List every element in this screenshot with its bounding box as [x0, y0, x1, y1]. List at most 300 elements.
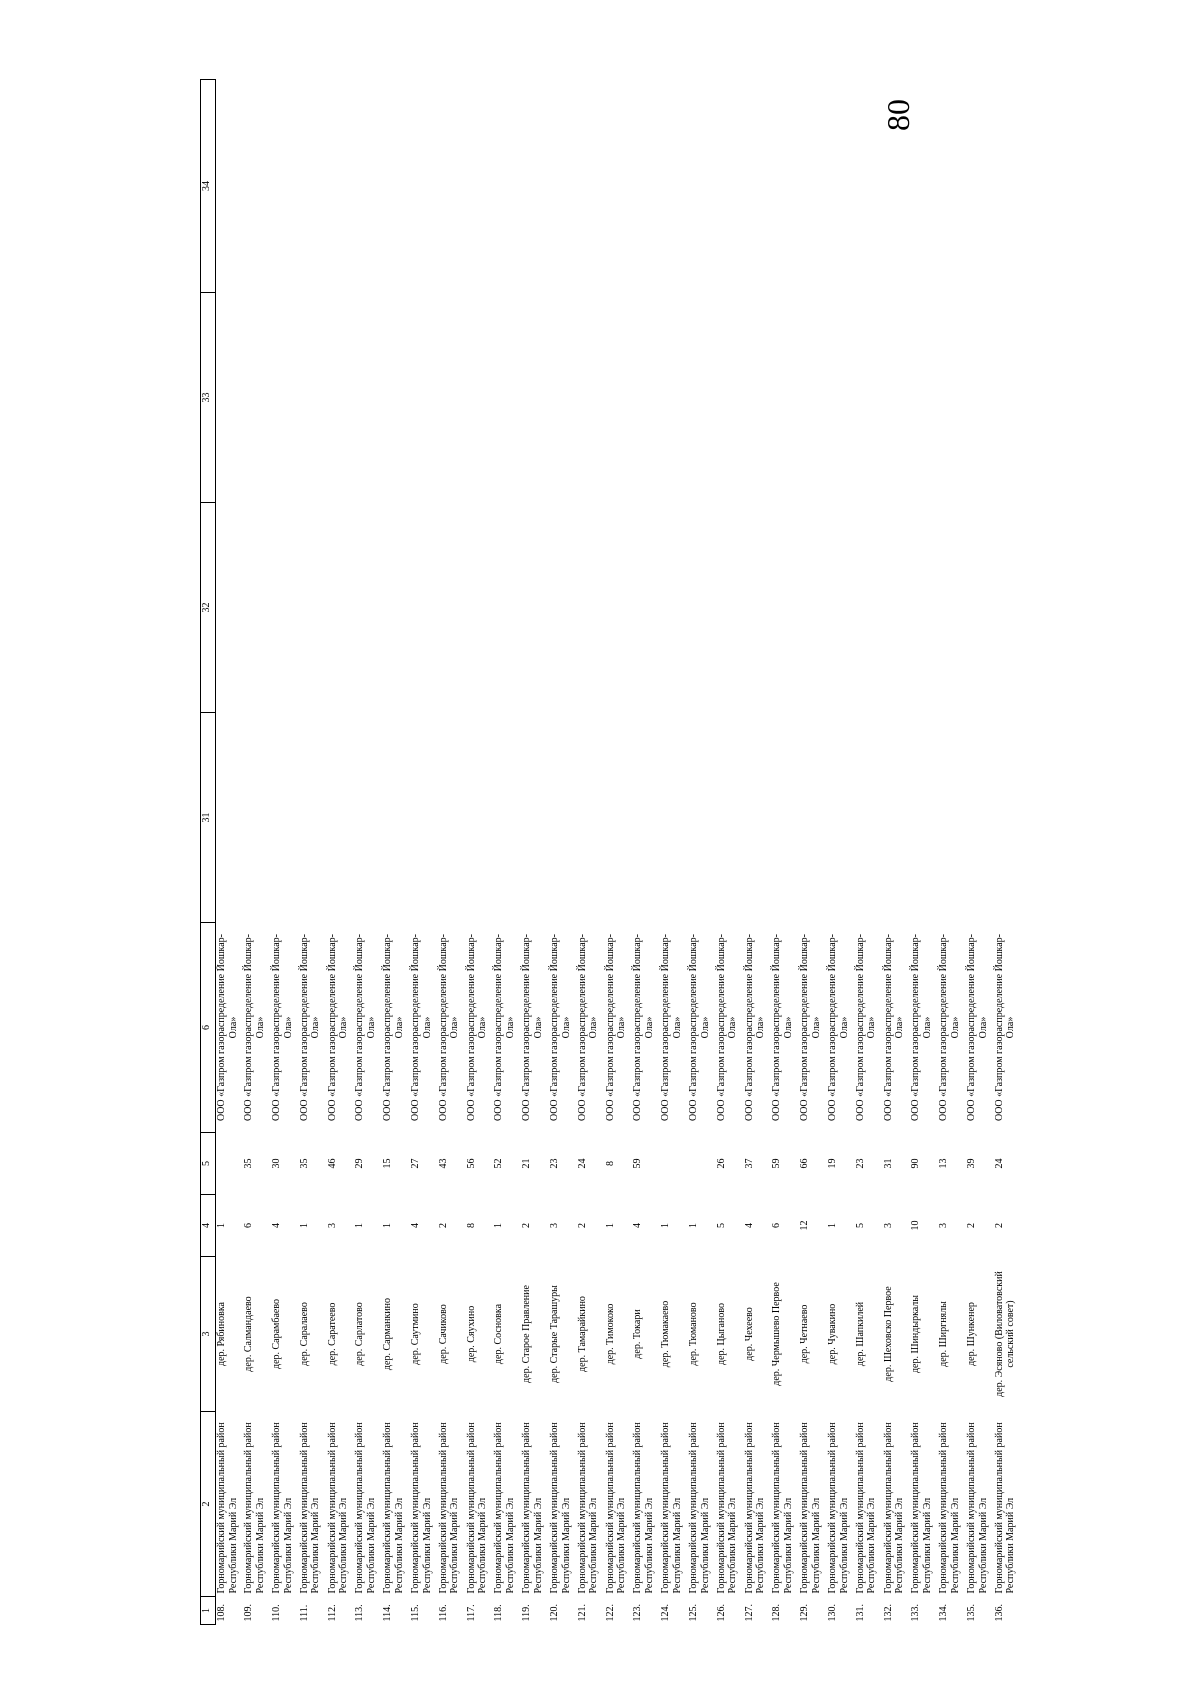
cell-empty	[994, 503, 1022, 713]
cell-empty	[827, 293, 855, 503]
cell-n: 136.	[993, 1604, 1005, 1622]
cell-c4: 3	[326, 1223, 338, 1228]
cell-empty	[938, 503, 966, 713]
cell-settlement: дер. Четнаево	[799, 1304, 811, 1364]
cell-c5: 23	[854, 1158, 866, 1169]
cell-settlement: дер. Сяухино	[465, 1305, 477, 1363]
cell-empty	[716, 80, 744, 293]
cell-settlement: дер. Шункенер	[966, 1302, 978, 1366]
cell-district: Горномарийский муниципальный район Республики Марий Эл	[882, 1422, 906, 1594]
cell-empty	[466, 80, 494, 293]
cell-empty	[688, 503, 716, 713]
table-row	[327, 80, 355, 1625]
col-header: 4	[201, 1195, 216, 1257]
cell-c4: 2	[437, 1223, 449, 1228]
cell-empty	[382, 503, 410, 713]
table-row	[938, 80, 966, 1625]
table-row	[466, 80, 494, 1625]
table-row	[271, 80, 299, 1625]
table-row	[716, 80, 744, 1625]
table-row	[688, 80, 716, 1625]
cell-district: Горномарийский муниципальный район Республики Марий Эл	[521, 1422, 544, 1594]
cell-district: Горномарийский муниципальный район Республики Марий Эл	[938, 1422, 961, 1594]
gasification-table	[200, 79, 1022, 1625]
cell-district: Горномарийский муниципальный район Республики Марий Эл	[410, 1422, 433, 1594]
cell-n: 126.	[715, 1604, 727, 1622]
cell-district: Горномарийский муниципальный район Республики Марий Эл	[437, 1422, 461, 1594]
cell-empty	[271, 80, 299, 293]
table-row	[549, 80, 577, 1625]
cell-operator: ООО «Газпром газораспределение Йошкар-Ола»	[854, 933, 878, 1122]
cell-district: Горномарийский муниципальный район Республики Марий Эл	[382, 1422, 405, 1594]
cell-operator: ООО «Газпром газораспределение Йошкар-Ола»	[354, 933, 377, 1122]
cell-empty	[382, 80, 410, 293]
cell-empty	[216, 293, 244, 503]
cell-operator: ООО «Газпром газораспределение Йошкар-Ола»	[521, 933, 544, 1122]
cell-district: Горномарийский муниципальный район Республики Марий Эл	[799, 1422, 822, 1594]
table-row	[855, 80, 883, 1625]
cell-c4: 3	[882, 1223, 894, 1228]
cell-empty	[632, 80, 660, 293]
cell-district: Горномарийский муниципальный район Республики Марий Эл	[493, 1422, 516, 1594]
cell-c5: 24	[993, 1158, 1005, 1169]
cell-empty	[410, 293, 438, 503]
cell-district: Горномарийский муниципальный район Республики Марий Эл	[354, 1422, 377, 1594]
cell-empty	[438, 503, 466, 713]
cell-operator: ООО «Газпром газораспределение Йошкар-Ола»	[632, 933, 655, 1122]
cell-operator: ООО «Газпром газораспределение Йошкар-Ола»	[410, 933, 433, 1122]
cell-empty	[216, 713, 244, 923]
cell-settlement: дер. Чермышево Первое	[771, 1282, 783, 1386]
table-row	[216, 80, 244, 1625]
cell-settlement: дер. Тимококо	[604, 1303, 616, 1365]
cell-empty	[354, 713, 382, 923]
cell-empty	[605, 713, 633, 923]
cell-empty	[327, 80, 355, 293]
cell-c4: 2	[966, 1223, 978, 1228]
table-row	[521, 80, 549, 1625]
cell-n: 122.	[604, 1604, 616, 1622]
cell-operator: ООО «Газпром газораспределение Йошкар-Ола»	[688, 933, 711, 1122]
cell-settlement: дер. Тюмакаево	[660, 1300, 672, 1368]
cell-empty	[799, 293, 827, 503]
cell-c5: 21	[521, 1158, 533, 1169]
cell-empty	[910, 80, 938, 293]
cell-c5: 26	[715, 1158, 727, 1169]
cell-n: 125.	[688, 1604, 700, 1622]
cell-c5: 15	[382, 1158, 394, 1169]
cell-settlement: дер. Салмандаево	[243, 1296, 255, 1372]
col-header: 1	[201, 1597, 216, 1625]
cell-empty	[744, 293, 772, 503]
cell-settlement: дер. Токари	[632, 1309, 644, 1359]
cell-operator: ООО «Газпром газораспределение Йошкар-Ола»	[465, 933, 489, 1122]
cell-district: Горномарийский муниципальный район Республики Марий Эл	[326, 1422, 350, 1594]
cell-operator: ООО «Газпром газораспределение Йошкар-Ола»	[243, 933, 266, 1122]
cell-district: Горномарийский муниципальный район Республики Марий Эл	[910, 1422, 933, 1594]
cell-c4: 8	[465, 1223, 477, 1228]
cell-district: Горномарийский муниципальный район Республики Марий Эл	[743, 1422, 767, 1594]
cell-operator: ООО «Газпром газораспределение Йошкар-Ола»	[326, 933, 350, 1122]
table-row	[243, 80, 271, 1625]
cell-empty	[771, 503, 799, 713]
cell-empty	[716, 293, 744, 503]
rotated-table-sheet	[200, 80, 1017, 1625]
cell-n: 110.	[271, 1604, 283, 1622]
cell-empty	[994, 80, 1022, 293]
cell-empty	[938, 80, 966, 293]
cell-operator: ООО «Газпром газораспределение Йошкар-Ола»	[743, 933, 767, 1122]
cell-settlement: дер. Эсяново (Виловатовский сельский совет)	[993, 1271, 1017, 1397]
cell-district: Горномарийский муниципальный район Республики Марий Эл	[688, 1422, 711, 1594]
cell-district: Горномарийский муниципальный район Республики Марий Эл	[576, 1422, 600, 1594]
cell-c5: 13	[938, 1158, 950, 1169]
table-row	[632, 80, 660, 1625]
cell-settlement: дер. Шапкилей	[854, 1301, 866, 1367]
cell-district: Горномарийский муниципальный район Республики Марий Эл	[216, 1422, 239, 1594]
table-row	[605, 80, 633, 1625]
cell-c5: 66	[799, 1158, 811, 1169]
cell-c5	[660, 1133, 688, 1195]
cell-empty	[382, 713, 410, 923]
table-row	[354, 80, 382, 1625]
cell-c5: 90	[910, 1158, 922, 1169]
cell-empty	[688, 713, 716, 923]
cell-empty	[299, 503, 327, 713]
cell-c4: 3	[938, 1223, 950, 1228]
cell-n: 124.	[660, 1604, 672, 1622]
table-row	[827, 80, 855, 1625]
cell-operator: ООО «Газпром газораспределение Йошкар-Ола»	[437, 933, 461, 1122]
cell-empty	[966, 293, 994, 503]
cell-c5: 31	[882, 1158, 894, 1169]
cell-settlement: дер. Саутмино	[410, 1303, 422, 1365]
cell-empty	[243, 713, 271, 923]
cell-settlement: дер. Чувакино	[827, 1303, 839, 1365]
cell-empty	[660, 293, 688, 503]
cell-c4: 1	[216, 1223, 227, 1228]
cell-empty	[577, 293, 605, 503]
cell-empty	[410, 713, 438, 923]
cell-empty	[883, 713, 911, 923]
cell-empty	[299, 713, 327, 923]
table-row	[299, 80, 327, 1625]
cell-n: 111.	[298, 1604, 310, 1622]
cell-c4: 1	[688, 1223, 700, 1228]
cell-operator: ООО «Газпром газораспределение Йошкар-Ола»	[382, 933, 405, 1122]
cell-n: 129.	[799, 1604, 811, 1622]
cell-empty	[354, 293, 382, 503]
cell-empty	[327, 713, 355, 923]
cell-empty	[243, 503, 271, 713]
cell-empty	[493, 80, 521, 293]
cell-n: 114.	[382, 1604, 394, 1622]
cell-n: 108.	[216, 1604, 227, 1622]
cell-district: Горномарийский муниципальный район Республики Марий Эл	[632, 1422, 655, 1594]
cell-empty	[744, 80, 772, 293]
cell-district: Горномарийский муниципальный район Республики Марий Эл	[827, 1422, 850, 1594]
cell-empty	[938, 293, 966, 503]
cell-district: Горномарийский муниципальный район Республики Марий Эл	[854, 1422, 878, 1594]
cell-operator: ООО «Газпром газораспределение Йошкар-Ола»	[660, 933, 683, 1122]
cell-c4: 5	[715, 1223, 727, 1228]
cell-district: Горномарийский муниципальный район Республики Марий Эл	[771, 1422, 794, 1594]
cell-empty	[521, 293, 549, 503]
cell-n: 127.	[743, 1604, 755, 1622]
cell-empty	[549, 503, 577, 713]
cell-empty	[799, 503, 827, 713]
cell-empty	[271, 713, 299, 923]
cell-c5: 59	[771, 1158, 783, 1169]
cell-district: Горномарийский муниципальный район Республики Марий Эл	[993, 1422, 1017, 1594]
cell-settlement: дер. Тюманово	[688, 1302, 700, 1366]
table-row	[438, 80, 466, 1625]
page-number: 80	[880, 99, 916, 131]
cell-c5	[688, 1133, 716, 1195]
cell-c4: 1	[604, 1223, 616, 1228]
cell-c4: 1	[354, 1223, 366, 1228]
cell-empty	[744, 713, 772, 923]
cell-c4: 2	[521, 1223, 533, 1228]
cell-c5: 27	[410, 1158, 422, 1169]
table-row	[744, 80, 772, 1625]
cell-empty	[271, 293, 299, 503]
cell-empty	[299, 80, 327, 293]
cell-empty	[327, 293, 355, 503]
cell-n: 118.	[493, 1604, 505, 1622]
cell-c4: 6	[771, 1223, 783, 1228]
cell-c4: 12	[799, 1220, 811, 1231]
cell-empty	[438, 80, 466, 293]
cell-c5: 59	[632, 1158, 644, 1169]
cell-empty	[577, 80, 605, 293]
cell-empty	[771, 713, 799, 923]
col-header: 3	[201, 1257, 216, 1412]
cell-operator: ООО «Газпром газораспределение Йошкар-Ола»	[298, 933, 322, 1122]
cell-empty	[799, 80, 827, 293]
cell-c4: 10	[910, 1220, 922, 1231]
cell-empty	[744, 503, 772, 713]
cell-empty	[994, 713, 1022, 923]
cell-empty	[410, 503, 438, 713]
cell-settlement: дер. Саралаево	[298, 1302, 310, 1366]
table-row	[577, 80, 605, 1625]
cell-c5	[216, 1133, 244, 1195]
cell-n: 113.	[354, 1604, 366, 1622]
cell-c4: 3	[549, 1223, 561, 1228]
cell-empty	[660, 503, 688, 713]
cell-operator: ООО «Газпром газораспределение Йошкар-Ола»	[576, 933, 600, 1122]
cell-c5: 43	[437, 1158, 449, 1169]
cell-n: 119.	[521, 1604, 533, 1622]
cell-settlement: дер. Чехеево	[743, 1307, 755, 1361]
cell-c5: 39	[966, 1158, 978, 1169]
cell-district: Горномарийский муниципальный район Республики Марий Эл	[604, 1422, 628, 1594]
table-row	[410, 80, 438, 1625]
cell-empty	[716, 713, 744, 923]
cell-n: 115.	[410, 1604, 422, 1622]
cell-c5: 29	[354, 1158, 366, 1169]
cell-c5: 23	[549, 1158, 561, 1169]
cell-settlement: дер. Сарманкино	[382, 1297, 394, 1371]
cell-empty	[771, 293, 799, 503]
cell-operator: ООО «Газпром газораспределение Йошкар-Ола»	[271, 933, 294, 1122]
table-row	[883, 80, 911, 1625]
cell-empty	[994, 293, 1022, 503]
cell-empty	[493, 713, 521, 923]
cell-operator: ООО «Газпром газораспределение Йошкар-Ола»	[827, 933, 850, 1122]
cell-district: Горномарийский муниципальный район Республики Марий Эл	[660, 1422, 683, 1594]
cell-empty	[688, 80, 716, 293]
cell-district: Горномарийский муниципальный район Республики Марий Эл	[298, 1422, 322, 1594]
cell-n: 135.	[966, 1604, 978, 1622]
cell-empty	[688, 293, 716, 503]
cell-empty	[354, 80, 382, 293]
cell-empty	[632, 713, 660, 923]
cell-n: 117.	[465, 1604, 477, 1622]
cell-operator: ООО «Газпром газораспределение Йошкар-Ола»	[993, 933, 1017, 1122]
cell-empty	[855, 713, 883, 923]
cell-operator: ООО «Газпром газораспределение Йошкар-Ола»	[799, 933, 822, 1122]
cell-empty	[299, 293, 327, 503]
cell-empty	[855, 80, 883, 293]
cell-empty	[910, 713, 938, 923]
cell-empty	[910, 293, 938, 503]
cell-operator: ООО «Газпром газораспределение Йошкар-Ола»	[549, 933, 572, 1122]
table-row	[799, 80, 827, 1625]
cell-n: 120.	[549, 1604, 561, 1622]
cell-empty	[605, 503, 633, 713]
cell-settlement: дер. Рябиновка	[216, 1302, 227, 1366]
col-header: 5	[201, 1133, 216, 1195]
cell-settlement: дер. Шеховско Первое	[882, 1286, 894, 1382]
cell-empty	[827, 503, 855, 713]
cell-empty	[521, 713, 549, 923]
cell-settlement: дер. Старое Правление	[521, 1285, 533, 1383]
cell-empty	[632, 293, 660, 503]
cell-empty	[716, 503, 744, 713]
cell-empty	[493, 293, 521, 503]
cell-n: 133.	[910, 1604, 922, 1622]
cell-district: Горномарийский муниципальный район Республики Марий Эл	[715, 1422, 739, 1594]
cell-empty	[632, 503, 660, 713]
cell-operator: ООО «Газпром газораспределение Йошкар-Ола»	[882, 933, 906, 1122]
cell-n: 123.	[632, 1604, 644, 1622]
cell-operator: ООО «Газпром газораспределение Йошкар-Ола»	[771, 933, 794, 1122]
cell-c4: 2	[993, 1223, 1005, 1228]
cell-settlement: дер. Ширгнялы	[938, 1301, 950, 1367]
cell-empty	[243, 80, 271, 293]
cell-c4: 1	[298, 1223, 310, 1228]
cell-empty	[438, 293, 466, 503]
cell-n: 116.	[437, 1604, 449, 1622]
cell-district: Горномарийский муниципальный район Республики Марий Эл	[549, 1422, 572, 1594]
cell-c4: 2	[576, 1223, 588, 1228]
cell-empty	[216, 503, 244, 713]
cell-empty	[216, 80, 244, 293]
cell-empty	[327, 503, 355, 713]
table-row	[493, 80, 521, 1625]
cell-empty	[382, 293, 410, 503]
cell-settlement: дер. Сачиково	[437, 1304, 449, 1364]
cell-empty	[466, 503, 494, 713]
cell-c5: 24	[576, 1158, 588, 1169]
table-row	[382, 80, 410, 1625]
table-row	[910, 80, 938, 1625]
cell-empty	[493, 503, 521, 713]
column-number-row	[201, 80, 216, 1625]
cell-empty	[827, 713, 855, 923]
cell-n: 121.	[576, 1604, 588, 1622]
cell-empty	[827, 80, 855, 293]
cell-n: 132.	[882, 1604, 894, 1622]
cell-operator: ООО «Газпром газораспределение Йошкар-Ола»	[216, 933, 239, 1122]
cell-n: 109.	[243, 1604, 255, 1622]
cell-empty	[660, 80, 688, 293]
cell-settlement: дер. Тамарайкино	[576, 1296, 588, 1372]
cell-c5: 30	[271, 1158, 283, 1169]
cell-settlement: дер. Шиндыркалы	[910, 1294, 922, 1374]
cell-settlement: дер. Сарамбаево	[271, 1298, 283, 1370]
cell-empty	[660, 713, 688, 923]
cell-operator: ООО «Газпром газораспределение Йошкар-Ола»	[604, 933, 628, 1122]
cell-c4: 4	[743, 1223, 755, 1228]
col-header: 2	[201, 1412, 216, 1597]
cell-n: 128.	[771, 1604, 783, 1622]
cell-settlement: дер. Цыганово	[715, 1303, 727, 1366]
cell-c5: 46	[326, 1158, 338, 1169]
table-row	[966, 80, 994, 1625]
cell-district: Горномарийский муниципальный район Республики Марий Эл	[966, 1422, 989, 1594]
table-row	[994, 80, 1022, 1625]
cell-c5: 56	[465, 1158, 477, 1169]
cell-c4: 4	[271, 1223, 283, 1228]
cell-operator: ООО «Газпром газораспределение Йошкар-Ола»	[493, 933, 516, 1122]
cell-settlement: дер. Сосновка	[493, 1303, 505, 1365]
cell-empty	[466, 293, 494, 503]
cell-empty	[966, 503, 994, 713]
cell-c5: 35	[298, 1158, 310, 1169]
cell-empty	[855, 503, 883, 713]
cell-empty	[605, 80, 633, 293]
cell-settlement: дер. Саратеево	[326, 1302, 338, 1366]
col-header: 6	[201, 923, 216, 1133]
cell-empty	[521, 80, 549, 293]
cell-empty	[577, 713, 605, 923]
cell-c5: 37	[743, 1158, 755, 1169]
cell-empty	[438, 713, 466, 923]
cell-empty	[521, 503, 549, 713]
cell-empty	[243, 293, 271, 503]
cell-operator: ООО «Газпром газораспределение Йошкар-Ола»	[910, 933, 933, 1122]
cell-operator: ООО «Газпром газораспределение Йошкар-Ола»	[938, 933, 961, 1122]
cell-empty	[549, 80, 577, 293]
cell-c5: 52	[493, 1158, 505, 1169]
cell-empty	[855, 293, 883, 503]
cell-c4: 1	[827, 1223, 839, 1228]
cell-empty	[966, 80, 994, 293]
col-header: 34	[201, 80, 216, 293]
cell-empty	[799, 713, 827, 923]
cell-empty	[938, 713, 966, 923]
cell-operator: ООО «Газпром газораспределение Йошкар-Ола»	[715, 933, 739, 1122]
cell-c4: 1	[493, 1223, 505, 1228]
cell-empty	[549, 713, 577, 923]
cell-c5: 19	[827, 1158, 839, 1169]
cell-empty	[883, 293, 911, 503]
cell-empty	[577, 503, 605, 713]
cell-empty	[271, 503, 299, 713]
